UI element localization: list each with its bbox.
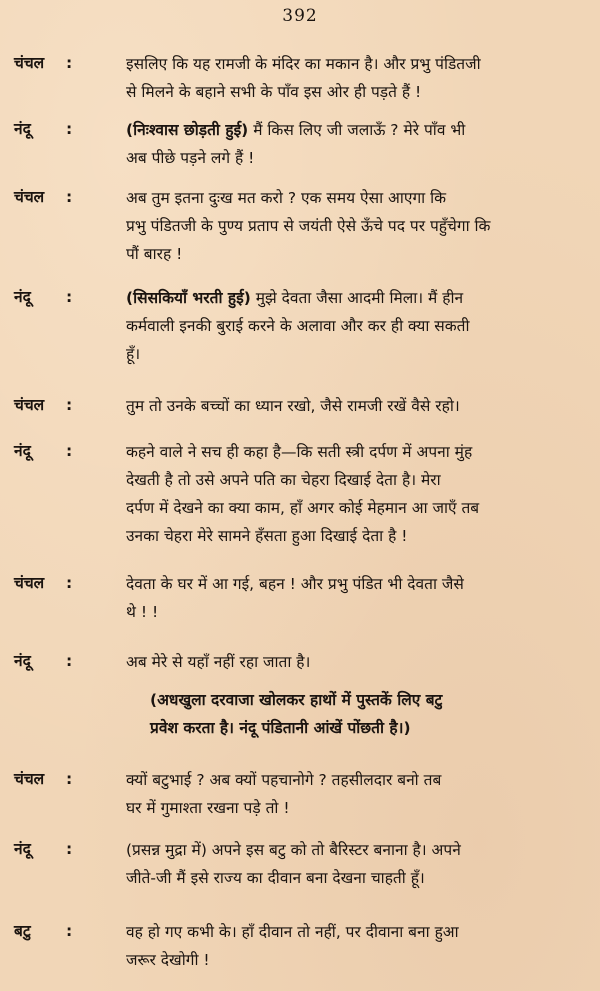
speaker-colon: : [66, 120, 73, 138]
speech-line [126, 116, 586, 144]
speech-line: अब पीछे पड़ने लगे हैं ! [126, 149, 255, 167]
stage-note: (सिसकियाँ भरती हुई) [126, 289, 251, 307]
speech-line: जरूर देखोगी ! [126, 951, 210, 969]
speech-text [126, 648, 586, 676]
speech-line: देखती है तो उसे अपने पति का चेहरा दिखाई देता है। मेरा [126, 471, 441, 489]
speech-line: इसलिए कि यह रामजी के मंदिर का मकान है। और प्रभु पंडितजी [126, 55, 481, 73]
speech-line: थे ! ! [126, 603, 159, 621]
speaker-name: चंचल [14, 54, 45, 72]
speech-text [126, 392, 586, 420]
speech-text [126, 50, 586, 106]
speech-line: अब तुम इतना दुःख मत करो ? एक समय ऐसा आएगा कि [126, 189, 447, 207]
speaker-colon: : [66, 54, 73, 72]
speech-line: (प्रसन्न मुद्रा में) अपने इस बटु को तो बैरिस्टर बनाना है। अपने [126, 841, 461, 859]
speech-line: अब मेरे से यहाँ नहीं रहा जाता है। [126, 653, 311, 671]
speaker-name: बटु [14, 922, 31, 940]
speaker-name: चंचल [14, 188, 45, 206]
speech-line: दर्पण में देखने का क्या काम, हाँ अगर कोई मेहमान आ जाएँ तब [126, 499, 480, 517]
speech-line: देवता के घर में आ गई, बहन ! और प्रभु पंडित भी देवता जैसे [126, 575, 464, 593]
speaker-colon: : [66, 922, 73, 940]
speaker-colon: : [66, 442, 73, 460]
speaker-name: नंदू [14, 840, 31, 858]
speech-line: घर में गुमाश्ता रखना पड़े तो ! [126, 799, 290, 817]
speaker-name: नंदू [14, 288, 31, 306]
speaker-name: नंदू [14, 442, 31, 460]
speech-text [126, 766, 586, 822]
stage-direction-line: (अधखुला दरवाजा खोलकर हाथों में पुस्तकें लिए बटु [150, 691, 443, 709]
speaker-name: चंचल [14, 770, 45, 788]
speech-text [126, 570, 586, 626]
speaker-colon: : [66, 840, 73, 858]
speech-fragment: मैं किस लिए जी जलाऊँ ? मेरे पाँव भी [248, 121, 466, 139]
speaker-colon: : [66, 770, 73, 788]
speech-line: जीते-जी मैं इसे राज्य का दीवान बना देखना चाहती हूँ। [126, 869, 425, 887]
stage-note: (निःश्वास छोड़ती हुई) [126, 121, 249, 139]
page-number: 392 [282, 6, 318, 26]
speech-text [126, 284, 586, 368]
speech-line: तुम तो उनके बच्चों का ध्यान रखो, जैसे रामजी रखें वैसे रहो। [126, 397, 460, 415]
speaker-colon: : [66, 288, 73, 306]
speech-line: कर्मवाली इनकी बुराई करने के अलावा और कर ही क्या सकती [126, 317, 470, 335]
speech-fragment: मुझे देवता जैसा आदमी मिला। मैं हीन [250, 289, 464, 307]
speech-line: उनका चेहरा मेरे सामने हँसता हुआ दिखाई देता है ! [126, 527, 408, 545]
speaker-colon: : [66, 396, 73, 414]
speech-line: प्रभु पंडितजी के पुण्य प्रताप से जयंती ऐसे ऊँचे पद पर पहुँचेगा कि [126, 217, 491, 235]
speech-line: से मिलने के बहाने सभी के पाँव इस ओर ही पड़ते हैं ! [126, 83, 422, 101]
speaker-colon: : [66, 188, 73, 206]
speaker-colon: : [66, 652, 73, 670]
stage-direction [150, 686, 590, 742]
speech-text [126, 918, 586, 974]
speech-line: हूँ। [126, 345, 141, 363]
stage-direction-line: प्रवेश करता है। नंदू पंडितानी आंखें पोंछती है।) [150, 719, 411, 737]
speech-line: पौं बारह ! [126, 245, 183, 263]
speaker-name: चंचल [14, 396, 45, 414]
speaker-colon: : [66, 574, 73, 592]
speech-line: क्यों बटुभाई ? अब क्यों पहचानोगे ? तहसीलदार बनो तब [126, 771, 442, 789]
speech-line [126, 284, 586, 312]
speech-line: वह हो गए कभी के। हाँ दीवान तो नहीं, पर दीवाना बना हुआ [126, 923, 459, 941]
speech-text [126, 836, 586, 892]
speech-text [126, 438, 586, 550]
speech-text [126, 116, 586, 172]
speech-text [126, 184, 586, 268]
speaker-name: नंदू [14, 120, 31, 138]
speaker-name: नंदू [14, 652, 31, 670]
speech-line: कहने वाले ने सच ही कहा है—कि सती स्त्री दर्पण में अपना मुंह [126, 443, 473, 461]
speaker-name: चंचल [14, 574, 45, 592]
